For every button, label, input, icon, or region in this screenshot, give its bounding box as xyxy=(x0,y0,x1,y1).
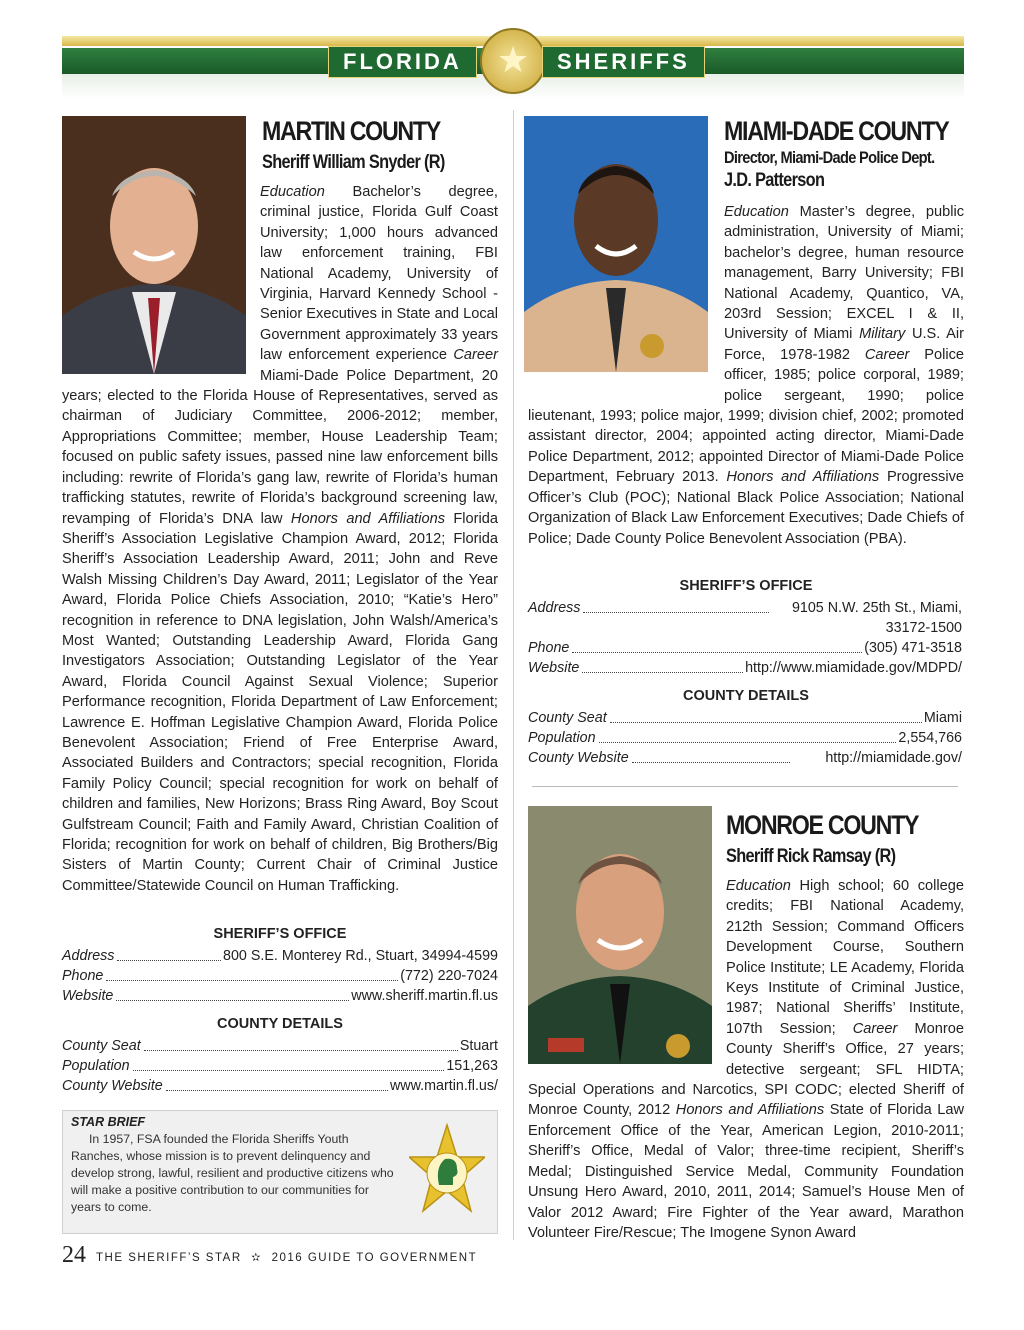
monroe-edu-label: Education xyxy=(726,878,791,894)
martin-address: 800 S.E. Monterey Rd., Stuart, 34994-4599 xyxy=(223,948,498,964)
martin-pop-label: Population xyxy=(62,1058,130,1074)
martin-seat-row xyxy=(62,1036,498,1056)
miami-seat: Miami xyxy=(923,710,962,726)
miami-website-row xyxy=(528,658,962,678)
monroe-honors-label: Honors and Affiliations xyxy=(675,1102,825,1119)
footer-publication: THE SHERIFF’S STAR xyxy=(96,1252,242,1264)
monroe-edu-text: High school; 60 college credits; FBI National Academy, 212th Session; Command Officers Development Course, Southern Police Institute; LE Academy, Florida Keys Institute of Criminal Justice, 1987; National Sheriffs’ Institute, 107th Session; xyxy=(726,878,964,1037)
banner-sheriffs: SHERIFFS xyxy=(542,46,705,78)
page-number: 24 xyxy=(62,1242,86,1268)
miami-career-text: Police officer, 1985; police corporal, 1989; police sergeant, 1990; police lieutenant, 1993; police major, 1999; division chief, 2002; promoted assistant director, 2004; appointed acting director, Miami-Dade Police Department, 2012; appointed Director of Miami-Dade Police Department, February 2013. xyxy=(528,346,964,486)
martin-website-row xyxy=(62,986,498,1006)
masthead-banner xyxy=(62,36,964,100)
miami-mil-label: Military xyxy=(859,326,906,343)
footer-title xyxy=(96,1250,477,1264)
monroe-bio xyxy=(528,876,964,1243)
footer-guide: 2016 GUIDE TO GOVERNMENT xyxy=(271,1252,478,1264)
miami-director-name: J.D. Patterson xyxy=(724,170,825,191)
martin-county-heading: MARTIN COUNTY xyxy=(262,116,441,146)
martin-address-label: Address xyxy=(62,948,115,964)
martin-address-row xyxy=(62,946,498,966)
martin-seat: Stuart xyxy=(459,1038,498,1054)
martin-career-label: Career xyxy=(453,347,498,364)
page-footer xyxy=(62,1242,496,1268)
miami-cweb-label: County Website xyxy=(528,750,629,766)
martin-edu-text: Bachelor’s degree, criminal justice, Florida Gulf Coast University; 1,000 hours advanced law enforcement training, FBI National Academy, University of Virginia, Harvard Kennedy School - Senior Executives in State and Local Government approximately 33 years law enforcement experience xyxy=(260,184,498,364)
martin-website-label: Website xyxy=(62,988,114,1004)
miami-bio xyxy=(528,202,964,549)
miami-phone-label: Phone xyxy=(528,640,570,656)
sheriff-star-icon: ★ xyxy=(480,28,546,94)
martin-edu-label: Education xyxy=(260,184,325,200)
star-brief-text: In 1957, FSA founded the Florida Sheriffs Youth Ranches, whose mission is to prevent delinquency and develop strong, lawful, resilient and productive citizens who will make a positive contribution to our communities for years to come. xyxy=(71,1132,394,1214)
miami-cweb-link[interactable]: http://miamidade.gov/ xyxy=(825,750,962,766)
star-brief-title: STAR BRIEF xyxy=(71,1115,146,1129)
banner-florida: FLORIDA xyxy=(328,46,477,78)
miami-honors-label: Honors and Affiliations xyxy=(726,469,880,486)
monroe-career-text: Monroe County Sheriff’s Office, 27 years; detective sergeant; SFL HIDTA; Special Operations and Narcotics, SPI CODC; elected Sheriff of Monroe County, 2012 xyxy=(528,1020,964,1119)
martin-cweb-link[interactable]: www.martin.fl.us/ xyxy=(389,1078,498,1094)
miami-address2-row xyxy=(528,618,962,638)
martin-honors-text: Florida Sheriff’s Association Legislative Champion Award, 2012; Florida Sheriff’s Association Leadership Award, 2011; John and Reve Walsh Missing Children’s Day Award, 2011; Legislator of the Year Award, Florida Police Chiefs Association, 2010; “Katie’s Hero” recognition in reference to DNA legislation, John Walsh/America’s Most Wanted; Outstanding Leadership Award, Florida Gang Investigators Association; Outstanding Legislator of the Year Award, Florida Council Against Sexual Violence; Superior Performance recognition, Florida Department of Law Enforcement; Lawrence E. Hoffman Legislative Champion Award, Florida Police Benevolent Association; Friend of Free Enterprise Award, Associated Builders and Contractors; special recognition, Florida Family Policy Council; special recognition for work on behalf of children and families, New Horizons; Brass Ring Award, Boy Scout Gulfstream Council; Faith and Family Award, Christian Coalition of Florida; recognition for work on behalf of children, Big Brothers/Big Sisters of Martin County; Current Chair of Criminal Justice Committee/Statewide Council on Human Trafficking. xyxy=(62,510,498,894)
miami-pop-row xyxy=(528,728,962,748)
miami-website-label: Website xyxy=(528,660,580,676)
martin-cweb-row xyxy=(62,1076,498,1096)
miami-address-zip: 33172-1500 xyxy=(885,620,962,636)
martin-phone: (772) 220-7024 xyxy=(400,968,498,984)
monroe-honors-text: State of Florida Law Enforcement Office of the Year, American Legion, 2010-2011; Sheriff’s Office, Medal of Valor; three-time recipient, Sheriff’s Medal; Distinguished Service Medal, Community Foundation Unsung Hero Award, 2010, 2011, 2014; Samuel’s House Men of Valor 2012 Award; Fire Fighter of the Year award, Marathon Volunteer Fire/Rescue; The Imogene Synon Award xyxy=(528,1102,964,1241)
martin-county-details-heading: COUNTY DETAILS xyxy=(217,1016,343,1032)
footer-star-icon: ✫ xyxy=(251,1252,263,1264)
miami-honors-text: Progressive Officer’s Club (POC); National Black Police Association; National Organization of Black Law Enforcement Executives; Dade Chiefs of Police; Dade County Police Benevolent Association (PBA). xyxy=(528,469,965,547)
miami-address-label: Address xyxy=(528,600,581,616)
martin-phone-row xyxy=(62,966,498,986)
section-rule xyxy=(532,786,958,787)
miami-pop-label: Population xyxy=(528,730,596,746)
column-divider xyxy=(513,110,514,1240)
martin-seat-label: County Seat xyxy=(62,1038,141,1054)
miami-mil-text: U.S. Air Force, 1978-1982 xyxy=(724,326,964,363)
martin-website-link[interactable]: www.sheriff.martin.fl.us xyxy=(351,988,498,1004)
miami-seat-label: County Seat xyxy=(528,710,607,726)
martin-bio xyxy=(62,182,498,896)
miami-address: 9105 N.W. 25th St., Miami, xyxy=(791,600,962,616)
monroe-county-heading: MONROE COUNTY xyxy=(726,810,919,840)
miami-county-details-heading: COUNTY DETAILS xyxy=(683,688,809,704)
miami-edu-text: Master’s degree, public administration, University of Miami; bachelor’s degree, human resource management, Barry University; FBI National Academy, Quantico, VA, 203rd Session; EXCEL I & II, University of Miami xyxy=(724,204,965,343)
miami-director-title: Director, Miami-Dade Police Dept. xyxy=(724,148,935,167)
miami-county-heading: MIAMI-DADE COUNTY xyxy=(724,116,949,146)
miami-seat-row xyxy=(528,708,962,728)
miami-phone: (305) 471-3518 xyxy=(864,640,962,656)
miami-office-heading: SHERIFF’S OFFICE xyxy=(679,578,813,594)
miami-cweb-row xyxy=(528,748,962,768)
miami-website-link[interactable]: http://www.miamidade.gov/MDPD/ xyxy=(745,660,962,676)
martin-pop: 151,263 xyxy=(446,1058,498,1074)
martin-sheriff-name: Sheriff William Snyder (R) xyxy=(262,152,445,173)
miami-career-label: Career xyxy=(864,346,910,363)
miami-pop: 2,554,766 xyxy=(898,730,962,746)
martin-career-text: Miami-Dade Police Department, 20 years; elected to the Florida House of Representatives, served as chairman of Judiciary Committee, 2006-2012; member, Appropriations Committee; member, House Leadership Team; focused on public safety issues, passed nine law enforcement bills including: rewrite of Florida’s gang law, rewrite of Florida’s human trafficking statutes, rewrite of Florida’s background screening law, revamping of Florida’s DNA law xyxy=(62,367,498,527)
monroe-sheriff-name: Sheriff Rick Ramsay (R) xyxy=(726,846,896,867)
martin-cweb-label: County Website xyxy=(62,1078,163,1094)
miami-edu-label: Education xyxy=(724,204,789,220)
miami-phone-row xyxy=(528,638,962,658)
martin-pop-row xyxy=(62,1056,498,1076)
miami-address-row xyxy=(528,598,962,618)
monroe-career-label: Career xyxy=(852,1020,898,1037)
martin-phone-label: Phone xyxy=(62,968,104,984)
martin-honors-label: Honors and Affiliations xyxy=(290,510,446,527)
star-brief-box xyxy=(62,1110,498,1234)
martin-office-heading: SHERIFF’S OFFICE xyxy=(213,926,347,942)
youth-ranches-star-icon xyxy=(409,1123,485,1223)
